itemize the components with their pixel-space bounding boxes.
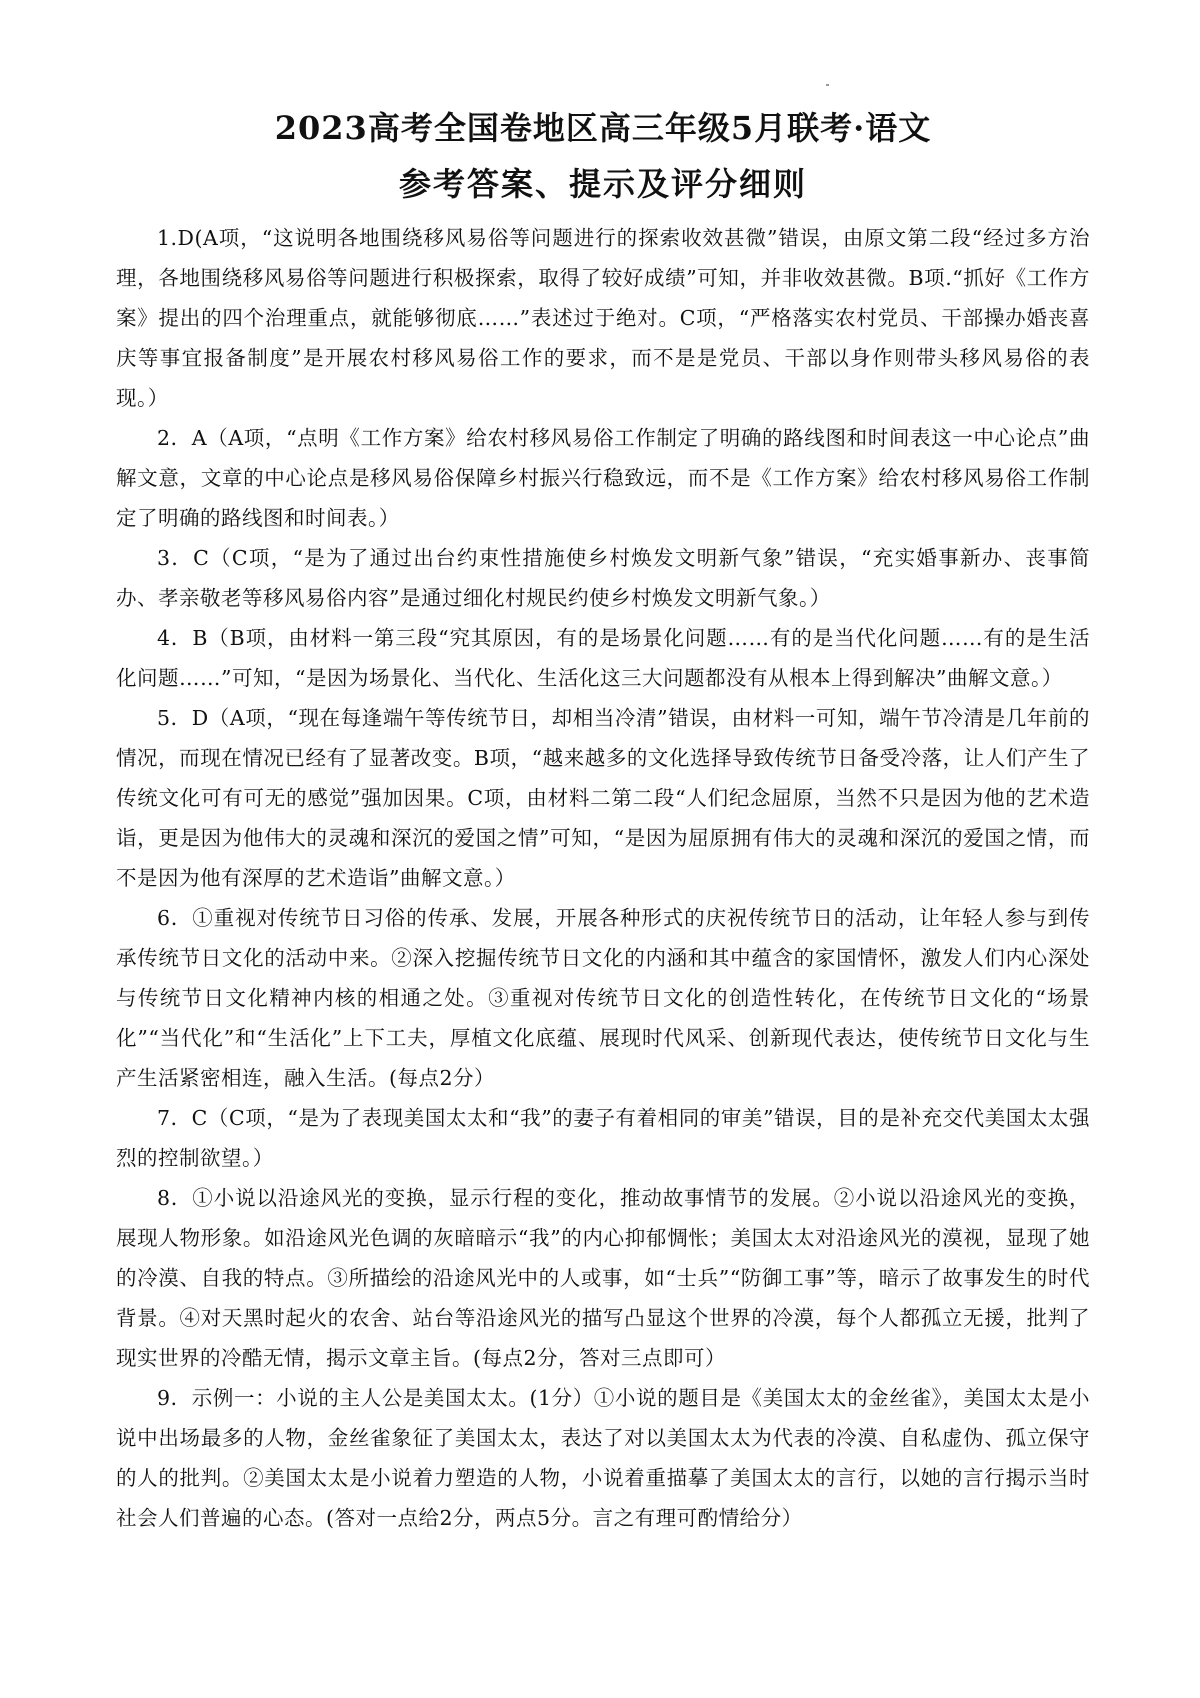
answer-item-2: 2．A（A项，“点明《工作方案》给农村移风易俗工作制定了明确的路线图和时间表这一中心论点”曲解文意，文章的中心论点是移风易俗保障乡村振兴行稳致远，而不是《工作方案》给农村移风易俗工作制定了明确的路线图和时间表。）: [116, 426, 1090, 530]
document-title: 2023高考全国卷地区高三年级5月联考·语文: [274, 109, 932, 147]
answer-item-5: 5．D（A项，“现在每逢端午等传统节日，却相当冷清”错误，由材料一可知，端午节冷清是几年前的情况，而现在情况已经有了显著改变。B项，“越来越多的文化选择导致传统节日备受冷落，让人们产生了传统文化可有可无的感觉”强加因果。C项，由材料二第二段“人们纪念屈原，当然不只是因为他的艺术造诣，更是因为他伟大的灵魂和深沉的爱国之情”可知，“是因为屈原拥有伟大的灵魂和深沉的爱国之情，而不是因为他有深厚的艺术造诣”曲解文意。）: [116, 706, 1090, 890]
answer-item-9: 9．示例一：小说的主人公是美国太太。(1分）①小说的题目是《美国太太的金丝雀》，美国太太是小说中出场最多的人物，金丝雀象征了美国太太，表达了对以美国太太为代表的冷漠、自私虚伪、孤立保守的人的批判。②美国太太是小说着力塑造的人物，小说着重描摹了美国太太的言行，以她的言行揭示当时社会人们普遍的心态。(答对一点给2分，两点5分。言之有理可酌情给分）: [116, 1386, 1090, 1530]
answer-item-8: 8．①小说以沿途风光的变换，显示行程的变化，推动故事情节的发展。②小说以沿途风光的变换，展现人物形象。如沿途风光色调的灰暗暗示“我”的内心抑郁惆怅；美国太太对沿途风光的漠视，显现了她的冷漠、自我的特点。③所描绘的沿途风光中的人或事，如“士兵”“防御工事”等，暗示了故事发生的时代背景。④对天黑时起火的农舍、站台等沿途风光的描写凸显这个世界的冷漠，每个人都孤立无援，批判了现实世界的冷酷无情，揭示文章主旨。(每点2分，答对三点即可）: [116, 1186, 1090, 1370]
answer-item-7: 7．C（C项，“是为了表现美国太太和“我”的妻子有着相同的审美”错误，目的是补充交代美国太太强烈的控制欲望。）: [116, 1106, 1090, 1170]
answer-item-6: 6．①重视对传统节日习俗的传承、发展，开展各种形式的庆祝传统节日的活动，让年轻人参与到传承传统节日文化的活动中来。②深入挖掘传统节日文化的内涵和其中蕴含的家国情怀，激发人们内心深处与传统节日文化精神内核的相通之处。③重视对传统节日文化的创造性转化，在传统节日文化的“场景化”“当代化”和“生活化”上下工夫，厚植文化底蕴、展现时代风采、创新现代表达，使传统节日文化与生产生活紧密相连，融入生活。(每点2分）: [116, 906, 1090, 1090]
answer-item-3: 3．C（C项，“是为了通过出台约束性措施使乡村焕发文明新气象”错误，“充实婚事新办、丧事简办、孝亲敬老等移风易俗内容”是通过细化村规民约使乡村焕发文明新气象。）: [116, 546, 1090, 610]
answer-item-4: 4．B（B项，由材料一第三段“究其原因，有的是场景化问题……有的是当代化问题……有的是生活化问题……”可知，“是因为场景化、当代化、生活化这三大问题都没有从根本上得到解决”曲解文意。）: [116, 626, 1090, 690]
document-subtitle: 参考答案、提示及评分细则: [398, 165, 807, 203]
answer-list: [116, 218, 1090, 1538]
answer-item-1: 1.D(A项，“这说明各地围绕移风易俗等问题进行的探索收效甚微”错误，由原文第二段“经过多方治理，各地围绕移风易俗等问题进行积极探索，取得了较好成绩”可知，并非收效甚微。B项.“抓好《工作方案》提出的四个治理重点，就能够彻底……”表述过于绝对。C项，“严格落实农村党员、干部操办婚丧喜庆等事宜报备制度”是开展农村移风易俗工作的要求，而不是是党员、干部以身作则带头移风易俗的表现。）: [116, 226, 1090, 410]
